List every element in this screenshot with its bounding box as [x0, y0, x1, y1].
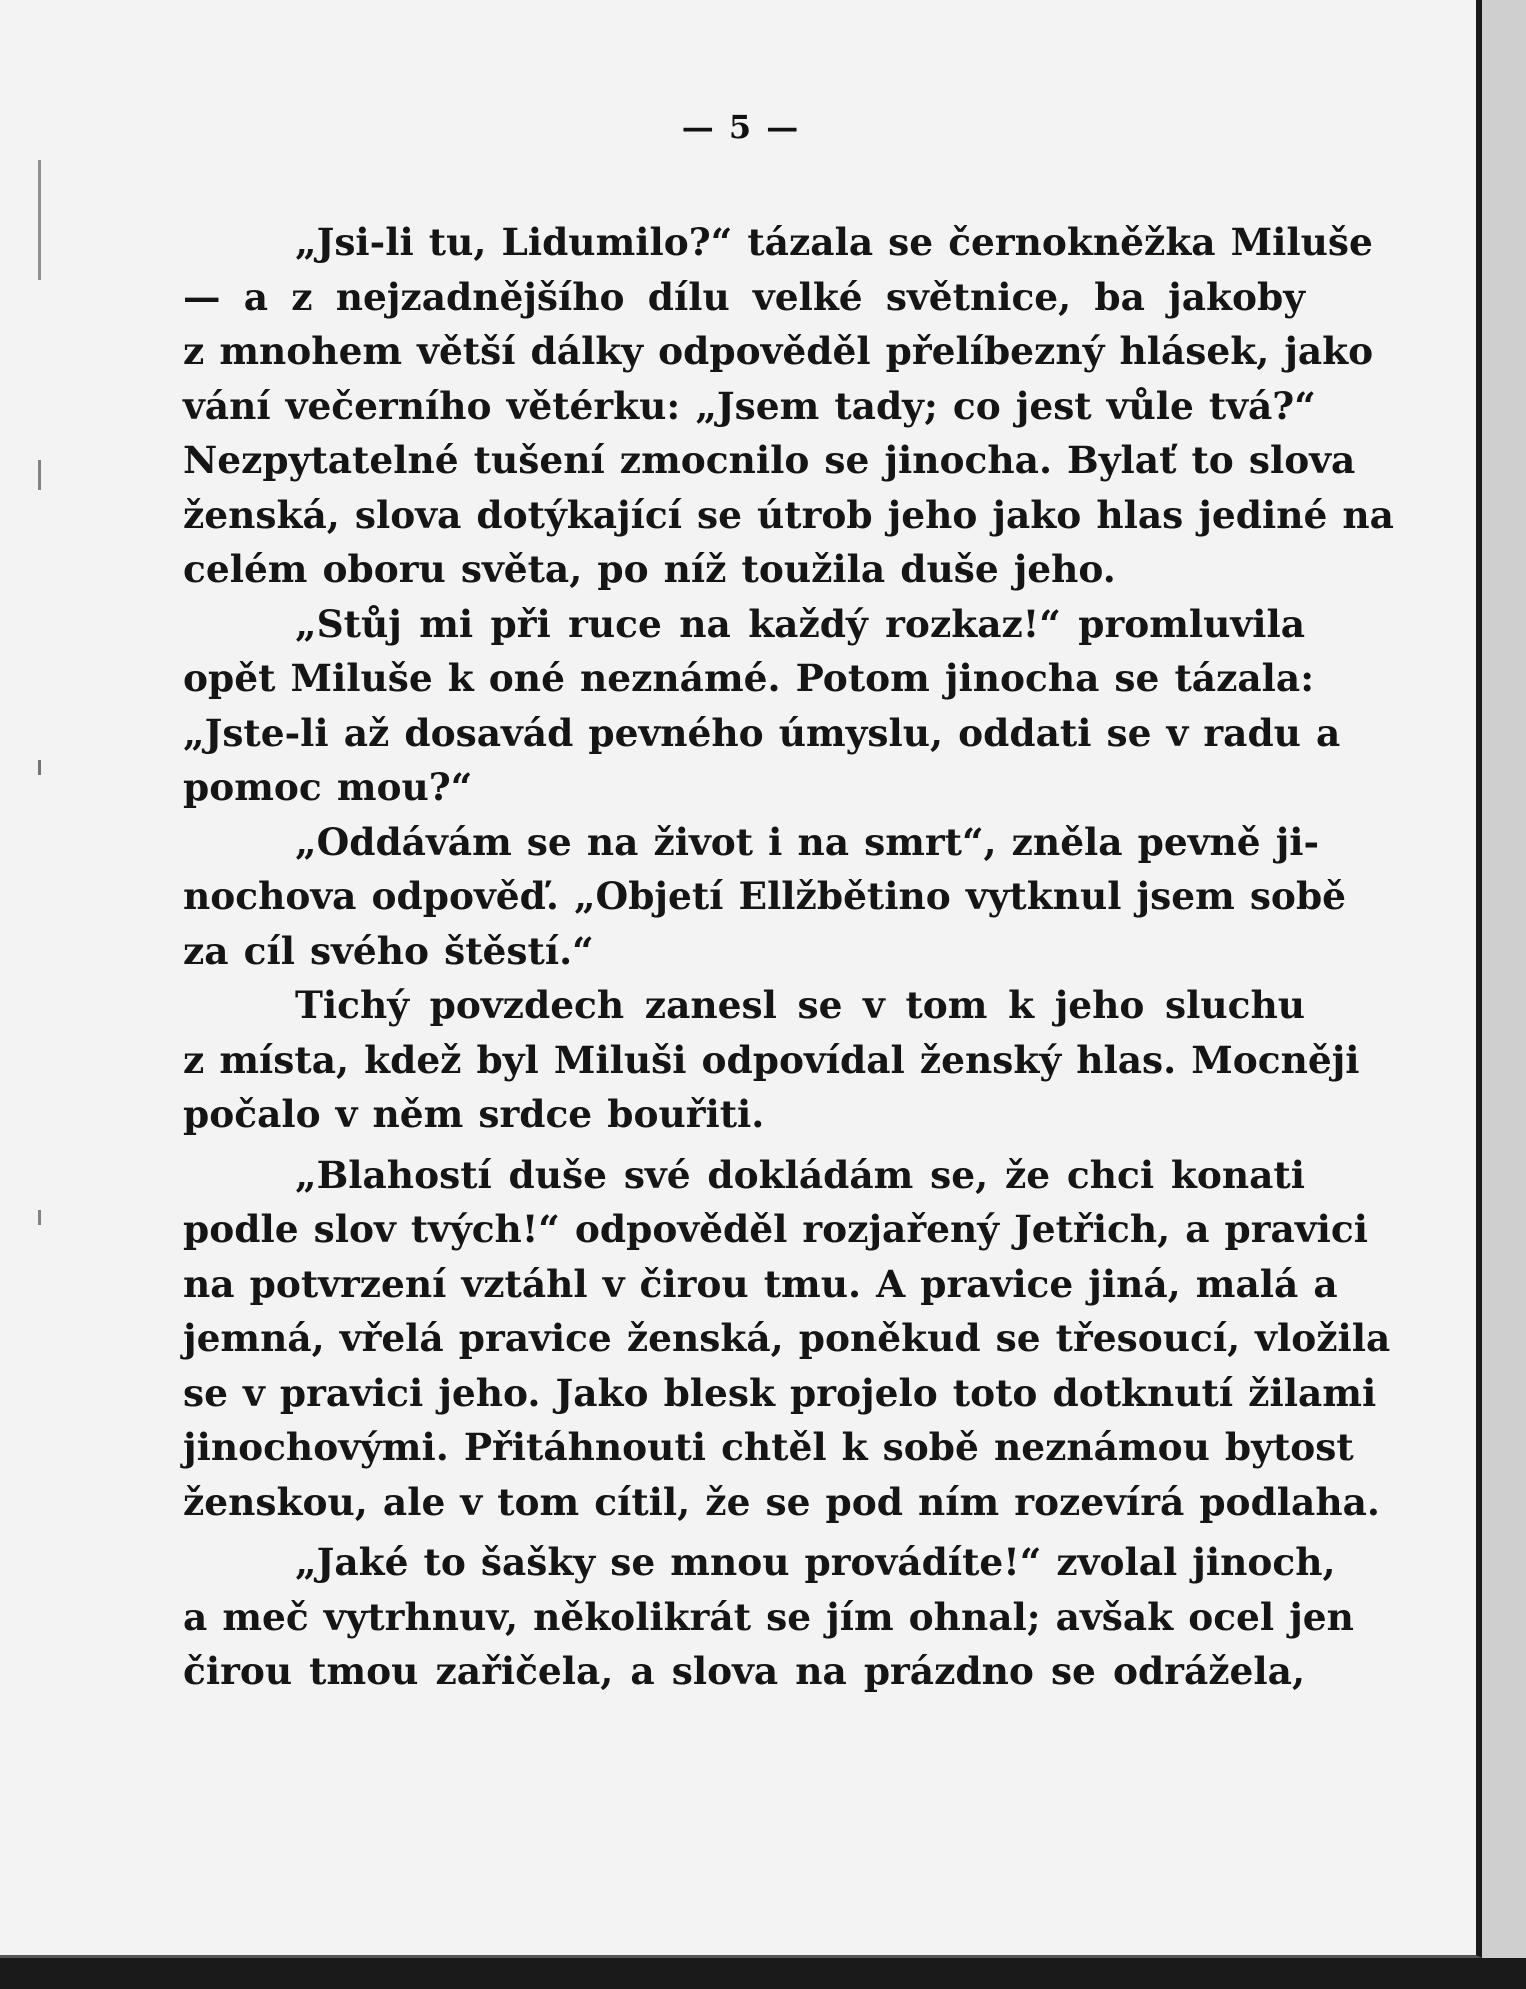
text-line: čirou tmou zařičela, a slova na prázdno se odrážela, [183, 1649, 1305, 1693]
text-line: a meč vytrhnuv, několikrát se jím ohnal; avšak ocel jen [183, 1594, 1354, 1639]
paragraph [183, 978, 1360, 1142]
text-line: podle slov tvých!“ odpověděl rozjařený Jetřich, a pravici [183, 1207, 1368, 1251]
text-line: počalo v něm srdce bouřiti. [183, 1092, 765, 1136]
text-line: vání večerního větérku: „Jsem tady; co jest vůle tvá?“ [183, 383, 1316, 428]
text-line: — a z nejzadnějšího dílu velké světnice, ba jakoby [183, 274, 1305, 319]
scan-margin-right [1482, 0, 1526, 1989]
paragraph [183, 215, 1394, 597]
paragraph [183, 1535, 1354, 1699]
paragraph [183, 597, 1341, 815]
text-line: opět Miluše k oné neznámé. Potom jinocha se tázala: [183, 656, 1315, 700]
text-line: „Jste-li až dosavád pevného úmyslu, oddati se v radu a [183, 710, 1341, 755]
text-line: „Jaké to šašky se mnou provádíte!“ zvolal jinoch, [295, 1540, 1336, 1584]
text-line: celém oboru světa, po níž toužila duše jeho. [183, 547, 1116, 591]
paragraph [183, 815, 1347, 979]
text-line: jemná, vřelá pravice ženská, poněkud se třesoucí, vložila [183, 1316, 1391, 1360]
page-number: — 5 — [681, 108, 801, 146]
text-line: Nezpytatelné tušení zmocnilo se jinocha. Bylať to slova [183, 438, 1356, 482]
text-line: jinochovými. Přitáhnouti chtěl k sobě neznámou bytost [183, 1425, 1354, 1469]
text-line: „Blahostí duše své dokládám se, že chci konati [295, 1152, 1305, 1197]
text-line: „Stůj mi při ruce na každý rozkaz!“ promluvila [295, 601, 1305, 646]
text-line: nochova odpověď. „Objetí Ellžbětino vytknul jsem sobě [183, 874, 1347, 918]
body-text [183, 215, 1394, 1699]
text-line: Tichý povzdech zanesl se v tom k jeho sluchu [295, 983, 1305, 1027]
text-line: „Jsi-li tu, Lidumilo?“ tázala se černokněžka Miluše [295, 220, 1373, 264]
text-line: z mnohem větší dálky odpověděl přelíbezný hlásek, jako [183, 329, 1374, 373]
text-line: „Oddávám se na život i na smrt“, zněla pevně ji- [295, 819, 1320, 864]
text-line: ženskou, ale v tom cítil, že se pod ním rozevírá podlaha. [183, 1479, 1380, 1524]
text-line: za cíl svého štěstí.“ [183, 928, 594, 973]
scan-margin-bottom [0, 1958, 1526, 1989]
text-line: ženská, slova dotýkající se útrob jeho jako hlas jediné na [183, 492, 1394, 537]
text-line: z místa, kdež byl Miluši odpovídal ženský hlas. Mocněji [183, 1037, 1360, 1082]
text-line: se v pravici jeho. Jako blesk projelo toto dotknutí žilami [183, 1370, 1377, 1415]
text-line: na potvrzení vztáhl v čirou tmu. A pravice jiná, malá a [183, 1261, 1338, 1306]
text-line: pomoc mou?“ [183, 765, 473, 809]
paragraph [183, 1148, 1391, 1530]
